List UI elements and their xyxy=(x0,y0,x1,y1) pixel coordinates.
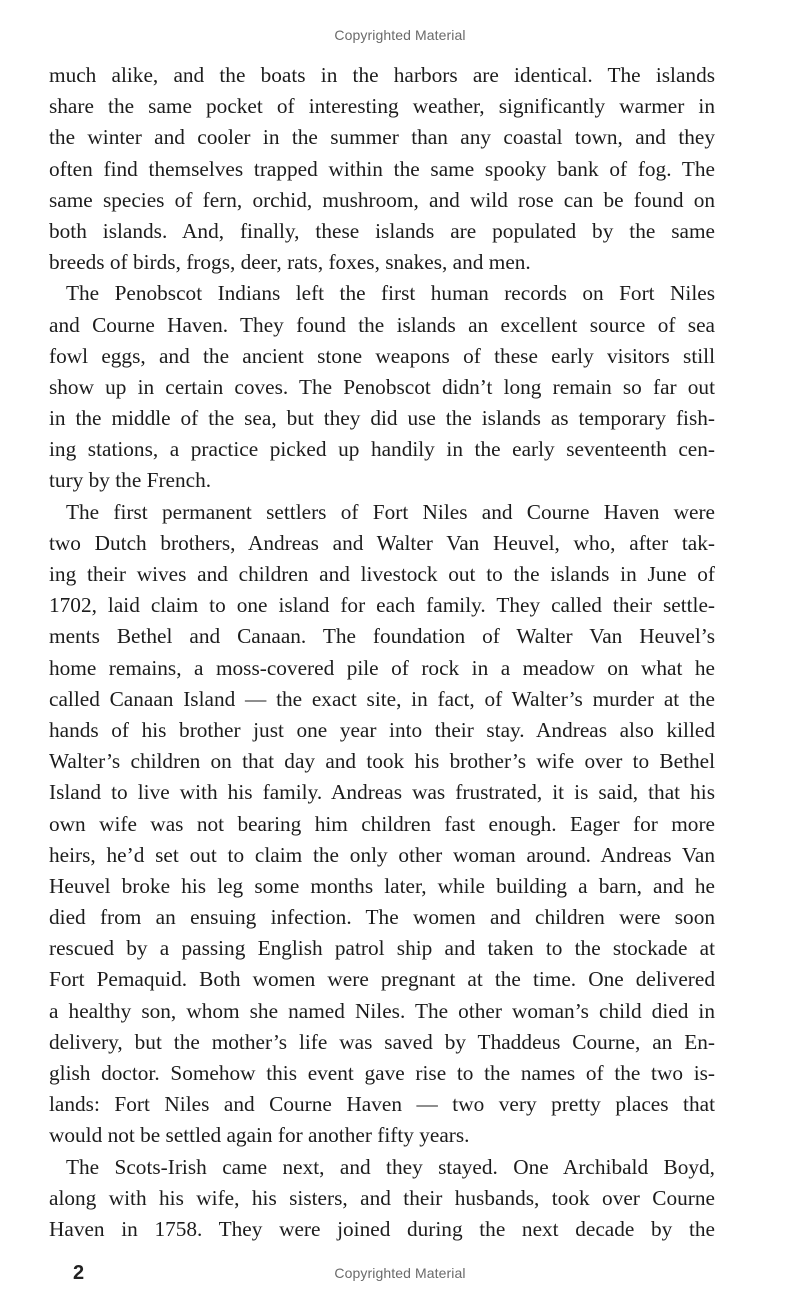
text-line: called Canaan Island — the exact site, in fact, of Walter’s murder at the xyxy=(49,686,715,711)
text-line: Haven in 1758. They were joined during the next decade by the xyxy=(49,1216,715,1241)
text-line: and Courne Haven. They found the islands an excellent source of sea xyxy=(49,312,715,337)
text-line: same species of fern, orchid, mushroom, and wild rose can be found on xyxy=(49,187,715,212)
text-line: a healthy son, whom she named Niles. The other woman’s child died in xyxy=(49,998,715,1023)
text-line: ing stations, a practice picked up handily in the early seventeenth cen- xyxy=(49,437,715,462)
text-line: glish doctor. Somehow this event gave rise to the names of the two is- xyxy=(49,1061,715,1085)
text-line: Walter’s children on that day and took his brother’s wife over to Bethel xyxy=(49,749,715,774)
footer-copyright-watermark: Copyrighted Material xyxy=(334,1265,466,1281)
text-line: tury by the French. xyxy=(49,468,212,493)
text-line: often find themselves trapped within the same spooky bank of fog. The xyxy=(49,156,715,181)
text-line: home remains, a moss-covered pile of rock in a meadow on what he xyxy=(49,655,715,680)
paragraph xyxy=(49,60,715,278)
page-body-text xyxy=(49,60,715,1245)
text-line: ments Bethel and Canaan. The foundation of Walter Van Heuvel’s xyxy=(49,624,715,649)
text-line: in the middle of the sea, but they did use the islands as temporary fish- xyxy=(49,406,715,431)
text-line: much alike, and the boats in the harbors are identical. The islands xyxy=(49,63,715,87)
text-line: lands: Fort Niles and Courne Haven — two very pretty places that xyxy=(49,1092,715,1117)
text-line: The Scots-Irish came next, and they stayed. One Archibald Boyd, xyxy=(66,1154,715,1179)
text-line: Heuvel broke his leg some months later, while building a barn, and he xyxy=(49,873,715,898)
paragraph xyxy=(49,1152,715,1246)
text-line: hands of his brother just one year into their stay. Andreas also killed xyxy=(49,717,715,742)
text-line: fowl eggs, and the ancient stone weapons of these early visitors still xyxy=(49,343,715,368)
text-line: along with his wife, his sisters, and their husbands, took over Courne xyxy=(49,1185,715,1210)
text-line: died from an ensuing infection. The women and children were soon xyxy=(49,905,715,930)
text-line: share the same pocket of interesting weather, significantly warmer in xyxy=(49,94,715,119)
paragraph xyxy=(49,278,715,496)
text-line: Fort Pemaquid. Both women were pregnant at the time. One delivered xyxy=(49,967,715,992)
text-line: two Dutch brothers, Andreas and Walter Van Heuvel, who, after tak- xyxy=(49,530,715,555)
header-copyright-watermark: Copyrighted Material xyxy=(334,27,466,43)
text-line: ing their wives and children and livestock out to the islands in June of xyxy=(49,562,715,586)
text-line: would not be settled again for another fifty years. xyxy=(49,1123,470,1148)
text-line: heirs, he’d set out to claim the only other woman around. Andreas Van xyxy=(49,842,715,867)
text-line: Island to live with his family. Andreas was frustrated, it is said, that his xyxy=(49,780,715,805)
text-line: breeds of birds, frogs, deer, rats, foxes, snakes, and men. xyxy=(49,250,531,275)
text-line: delivery, but the mother’s life was saved by Thaddeus Courne, an En- xyxy=(49,1029,715,1054)
text-line: rescued by a passing English patrol ship and taken to the stockade at xyxy=(49,936,715,961)
text-line: show up in certain coves. The Penobscot didn’t long remain so far out xyxy=(49,374,715,399)
text-line: own wife was not bearing him children fast enough. Eager for more xyxy=(49,811,715,836)
text-line: The Penobscot Indians left the first human records on Fort Niles xyxy=(66,281,715,306)
text-line: the winter and cooler in the summer than any coastal town, and they xyxy=(49,125,715,150)
page-number: 2 xyxy=(73,1262,85,1284)
text-line: 1702, laid claim to one island for each family. They called their settle- xyxy=(49,593,715,618)
text-line: both islands. And, finally, these islands are populated by the same xyxy=(49,218,715,243)
text-line: The first permanent settlers of Fort Niles and Courne Haven were xyxy=(66,499,715,524)
paragraph xyxy=(49,497,715,1152)
